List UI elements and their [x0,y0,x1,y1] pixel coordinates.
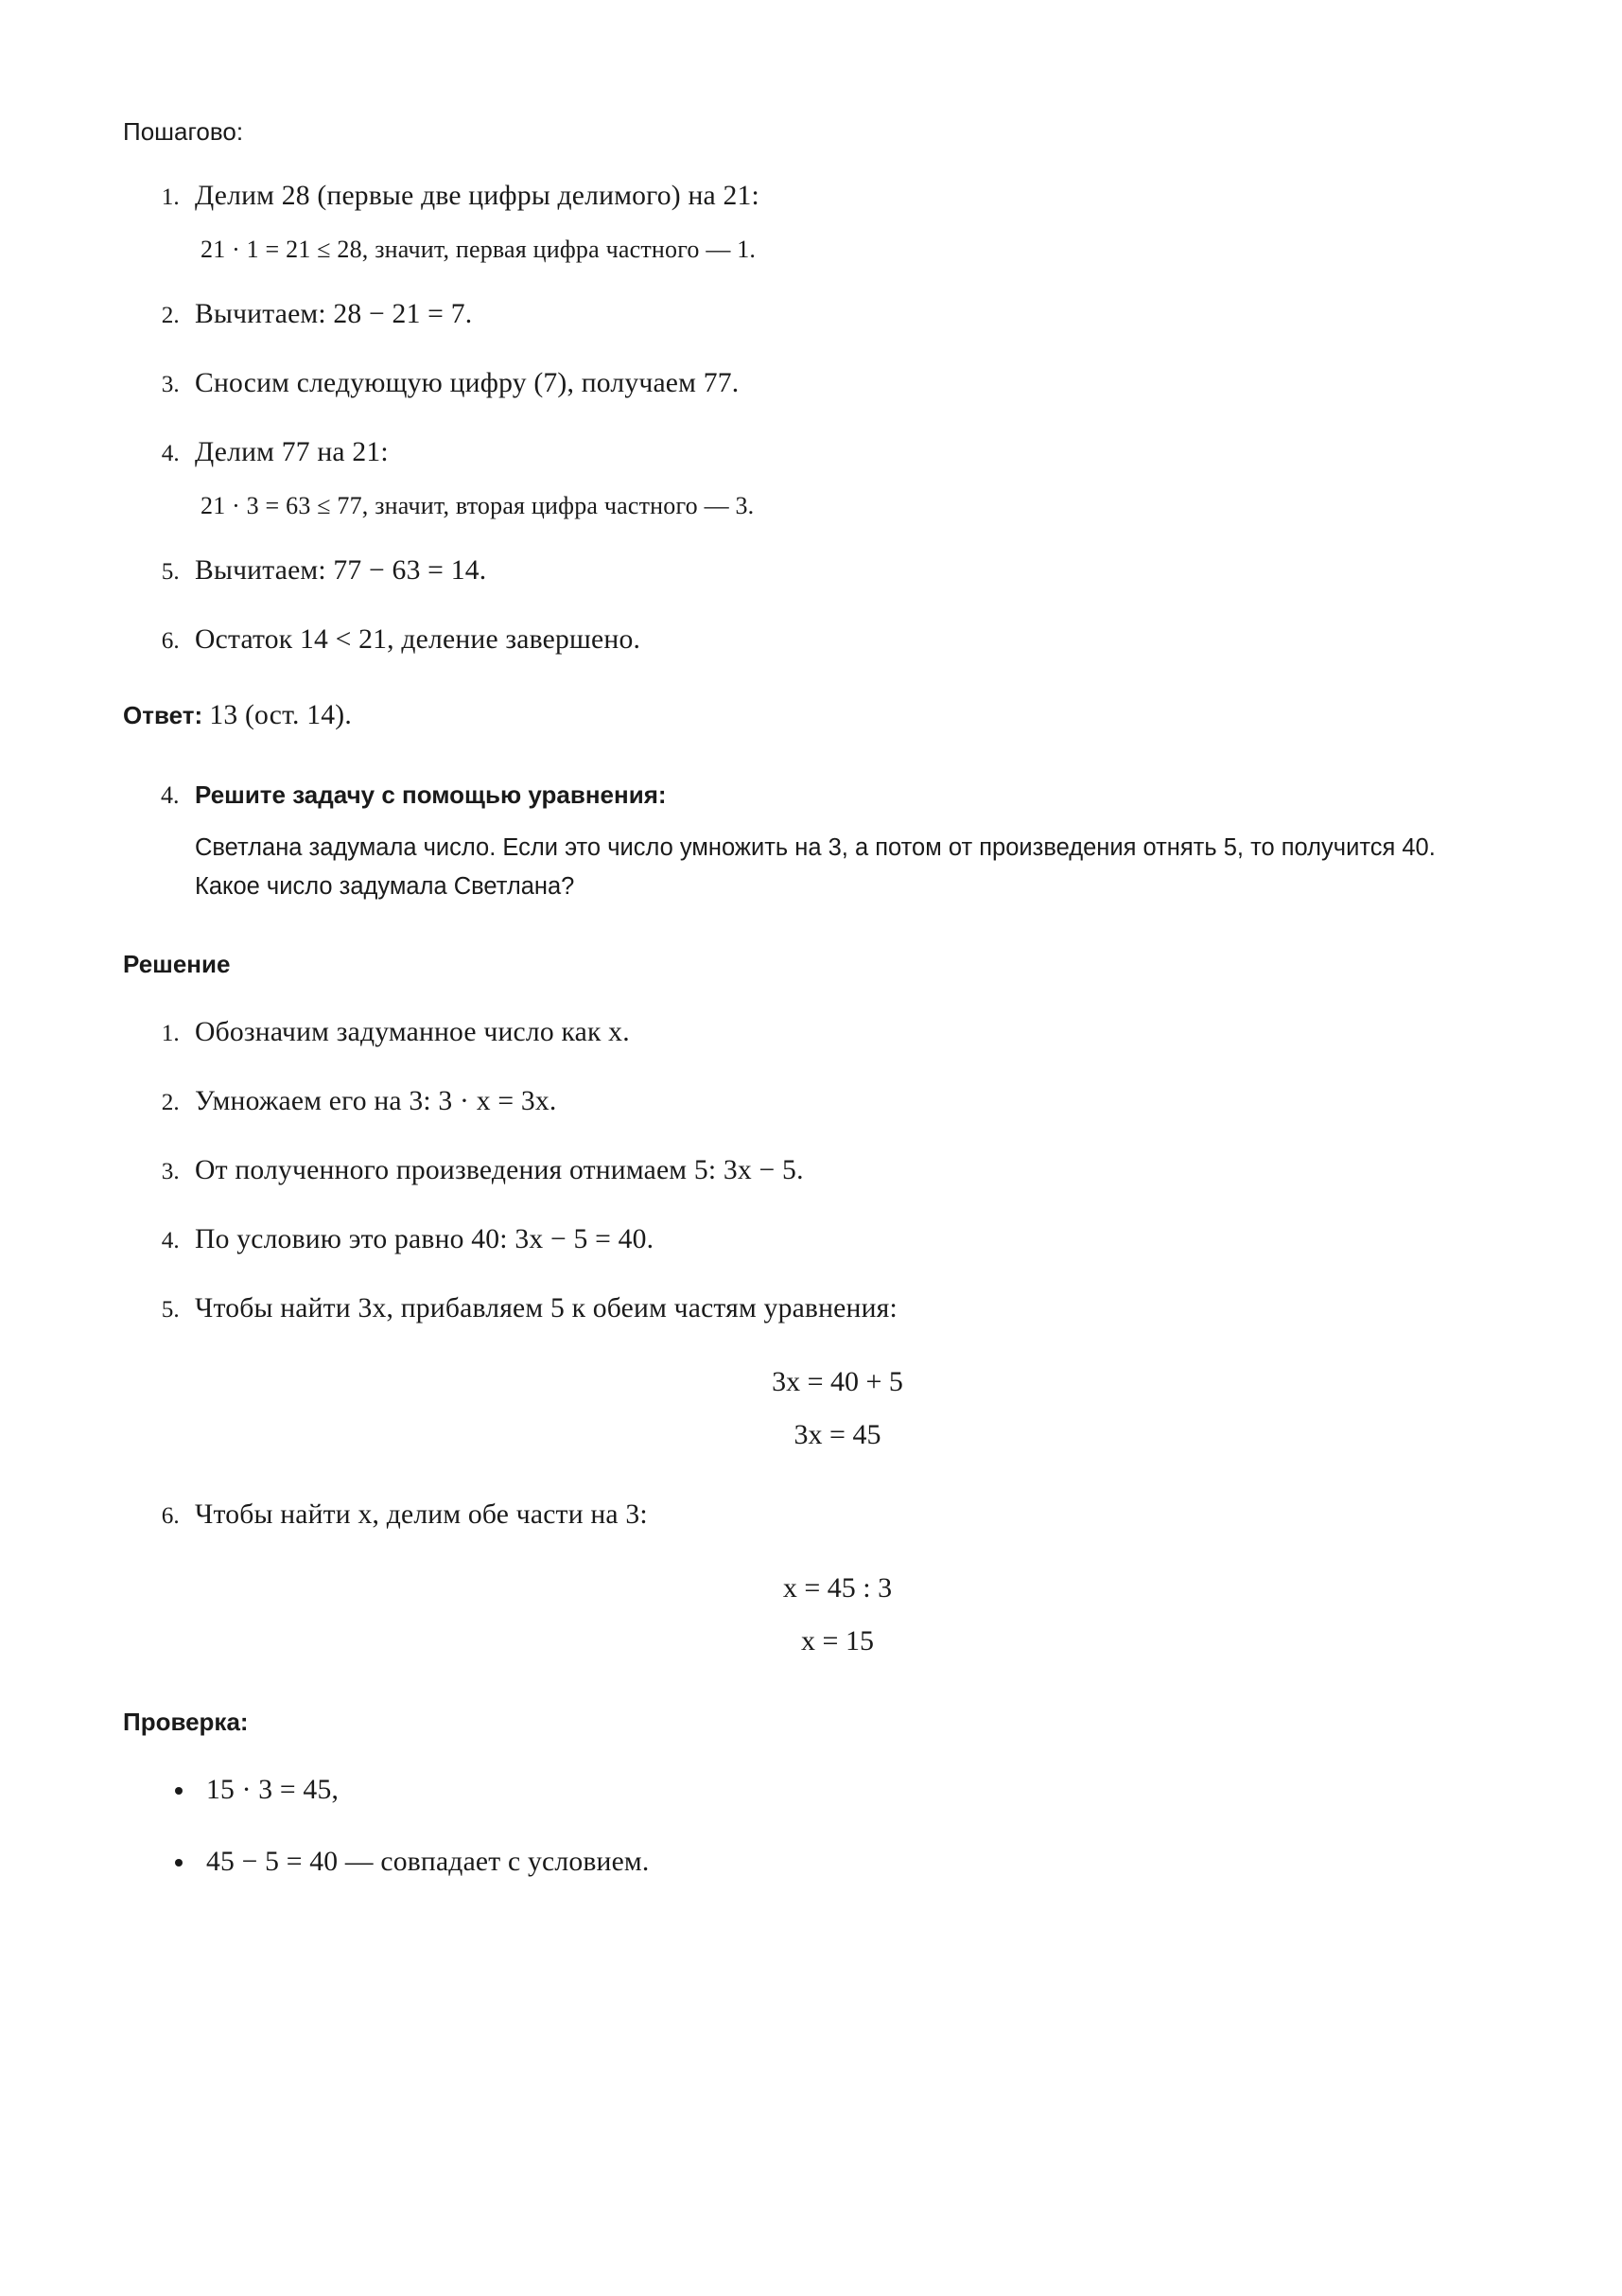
equation-block-2 [195,1566,1480,1664]
list-item [185,550,1480,593]
task-title: Решите задачу с помощью уравнения: [195,780,667,810]
list-item [185,1288,1480,1458]
step-substep: 21 · 1 = 21 ≤ 28, значит, первая цифра частного — 1. [201,235,757,263]
step-text: Вычитаем: 28 − 21 = 7. [195,298,473,329]
list-item [185,293,1480,337]
solution-step-text: От полученного произведения отнимаем 5: 3x − 5. [195,1155,804,1186]
check-heading: Проверка: [123,1707,249,1736]
solution-step-text: Чтобы найти 3x, прибавляем 5 к обеим частям уравнения: [195,1293,898,1324]
solution-heading: Решение [123,950,231,979]
step-text: Остаток 14 < 21, деление завершено. [195,623,641,655]
equation-line: x = 45 : 3 [782,1571,893,1604]
step-substep: 21 · 3 = 63 ≤ 77, значит, вторая цифра частного — 3. [201,491,755,519]
check-item-text: 45 − 5 = 40 — совпадает с условием. [206,1846,650,1877]
answer-label: Ответ: [123,700,203,729]
list-item [197,1769,1480,1813]
equation-line: 3x = 45 [794,1418,881,1450]
step-text: Сносим следующую цифру (7), получаем 77. [195,367,740,398]
task-item [185,776,1480,906]
list-item [197,1841,1480,1884]
list-item [185,1149,1480,1193]
list-item [185,431,1480,524]
step-text: Вычитаем: 77 − 63 = 14. [195,554,487,586]
step-text: Делим 77 на 21: [195,436,389,467]
list-item [185,1494,1480,1664]
equation-line: 3x = 40 + 5 [772,1365,903,1397]
division-steps-list [123,175,1480,662]
check-item-text: 15 · 3 = 45, [206,1774,340,1805]
list-item [185,1218,1480,1262]
solution-step-text: Обозначим задуманное число как x. [195,1017,630,1048]
task-body: Светлана задумала число. Если это число умножить на 3, а потом от произведения отнять 5, то получится 40. Какое число задумала Светлана? [195,833,1436,900]
list-item [185,175,1480,268]
list-item [185,362,1480,406]
intro-paragraph: Пошагово: [123,117,244,146]
solution-step-text: Умножаем его на 3: 3 · x = 3x. [195,1086,557,1117]
solution-step-text: Чтобы найти x, делим обе части на 3: [195,1499,648,1530]
list-item [185,1080,1480,1124]
answer-value: 13 (ост. 14). [209,699,352,730]
equation-block-1 [195,1359,1480,1458]
list-item [185,619,1480,662]
solution-steps-list [123,1011,1480,1664]
equation-line: x = 15 [801,1624,874,1656]
task-list [123,776,1480,906]
answer-line [123,694,1480,736]
check-list [123,1769,1480,1884]
step-text: Делим 28 (первые две цифры делимого) на 21: [195,181,759,211]
solution-step-text: По условию это равно 40: 3x − 5 = 40. [195,1224,654,1255]
list-item [185,1011,1480,1055]
